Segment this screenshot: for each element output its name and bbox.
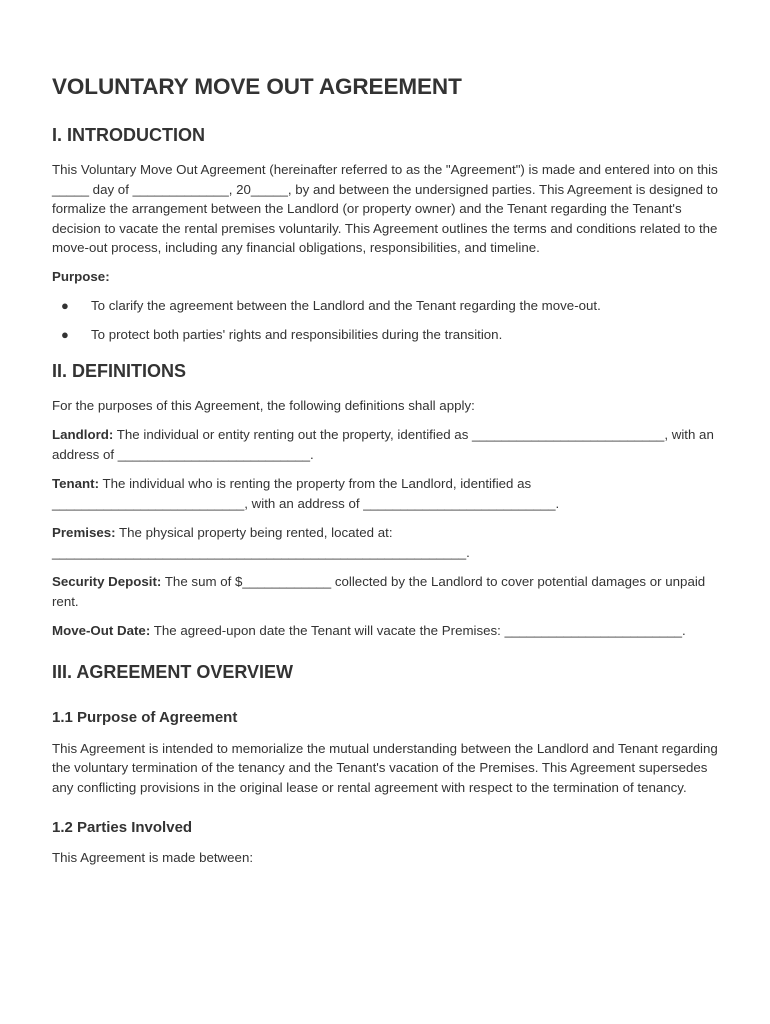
document-title: VOLUNTARY MOVE OUT AGREEMENT: [52, 74, 462, 99]
definition-tenant: [52, 474, 720, 513]
section-heading-agreement-overview: III. AGREEMENT OVERVIEW: [52, 661, 294, 682]
introduction-paragraph: This Voluntary Move Out Agreement (hereinafter referred to as the "Agreement") is made and entered into on this _____ day of _____________, 20_____, by and between the undersigned parties. This Agreement is designed to formalize the arrangement between the Landlord (or property owner) and the Tenant regarding the Tenant's decision to vacate the rental premises voluntarily. This Agreement outlines the terms and conditions related to the move-out process, including any financial obligations, responsibilities, and timeline.: [52, 162, 718, 255]
definition-text: The individual who is renting the property from the Landlord, identified as __________________________, with an address of __________________________.: [52, 476, 560, 511]
definition-text: The individual or entity renting out the property, identified as __________________________, with an address of __________________________.: [52, 427, 714, 462]
definition-text: The physical property being rented, located at: ________________________________________________________.: [52, 525, 470, 560]
subsection-heading-parties: 1.2 Parties Involved: [52, 819, 193, 836]
purpose-list-item: [52, 296, 720, 316]
definition-term: Security Deposit:: [52, 574, 162, 589]
definition-term: Premises:: [52, 525, 116, 540]
definition-landlord: [52, 425, 720, 464]
section-heading-definitions: II. DEFINITIONS: [52, 360, 187, 381]
bullet-icon: ●: [61, 298, 69, 313]
purpose-of-agreement-paragraph: This Agreement is intended to memorialize the mutual understanding between the Landlord and Tenant regarding the voluntary termination of the tenancy and the Tenant's vacation of the Premises. This Agreement supersedes any conflicting provisions in the original lease or rental agreement with respect to the termination of tenancy.: [52, 740, 718, 795]
purpose-list: [52, 296, 720, 345]
definition-term: Landlord:: [52, 427, 114, 442]
definition-term: Tenant:: [52, 476, 100, 491]
definition-text: The agreed-upon date the Tenant will vacate the Premises: ________________________.: [150, 623, 686, 638]
document-body: [52, 68, 720, 868]
definition-move-out-date: [52, 621, 720, 641]
definitions-intro: For the purposes of this Agreement, the following definitions shall apply:: [52, 397, 475, 413]
definition-security-deposit: [52, 572, 720, 611]
purpose-item-text: To clarify the agreement between the Landlord and the Tenant regarding the move-out.: [91, 298, 601, 313]
purpose-label: Purpose:: [52, 268, 110, 284]
definition-premises: [52, 523, 720, 562]
section-heading-introduction: I. INTRODUCTION: [52, 125, 205, 145]
definition-text: The sum of $____________ collected by the Landlord to cover potential damages or unpaid rent.: [52, 574, 706, 609]
parties-involved-paragraph: This Agreement is made between:: [52, 850, 254, 865]
subsection-heading-purpose: 1.1 Purpose of Agreement: [52, 708, 238, 726]
purpose-item-text: To protect both parties' rights and responsibilities during the transition.: [91, 327, 503, 342]
bullet-icon: ●: [61, 327, 69, 342]
purpose-list-item: [52, 325, 720, 345]
definition-term: Move-Out Date:: [52, 623, 151, 638]
